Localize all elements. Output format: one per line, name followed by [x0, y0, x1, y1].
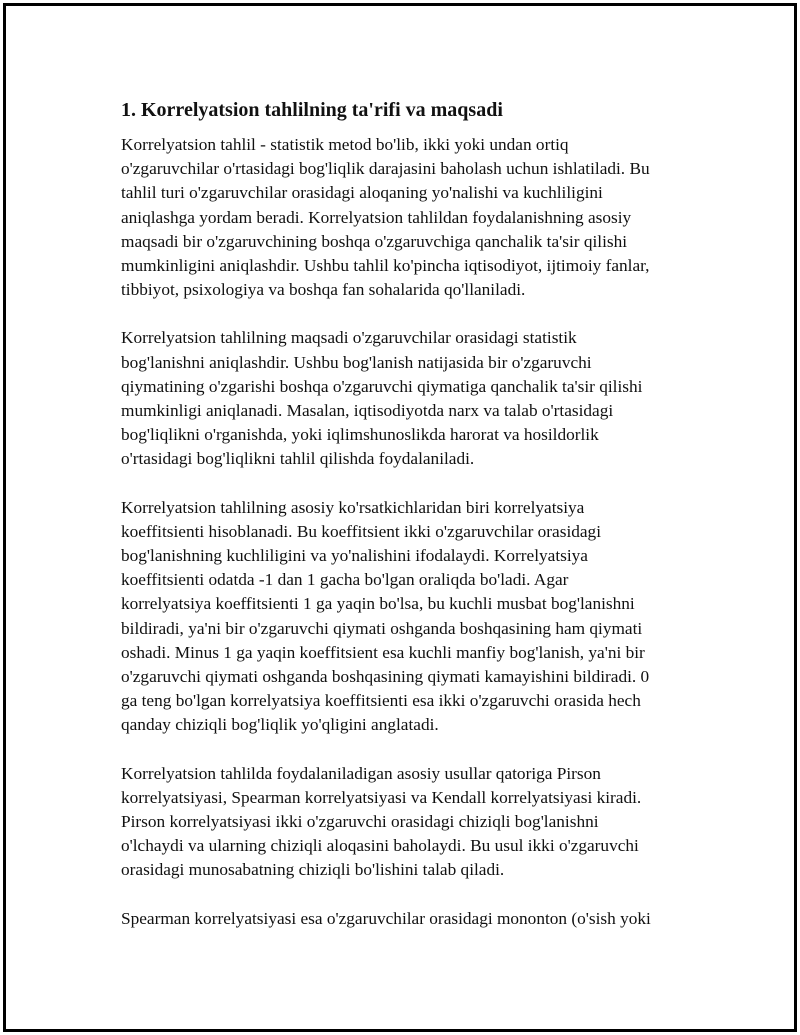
text-line: Korrelyatsion tahlilning maqsadi o'zgaruvchilar orasidagi statistik	[121, 328, 577, 348]
text-line: Spearman korrelyatsiyasi esa o'zgaruvchilar orasidagi mononton (o'sish yoki	[121, 908, 651, 928]
text-line: Korrelyatsion tahlilning asosiy ko'rsatkichlaridan biri korrelyatsiya	[121, 497, 585, 517]
text-line: bog'lanishni aniqlashdir. Ushbu bog'lanish natijasida bir o'zgaruvchi	[121, 352, 592, 372]
text-line: bog'lanishning kuchliligini va yo'nalishini ifodalaydi. Korrelyatsiya	[121, 546, 588, 566]
text-line: koeffitsienti odatda -1 dan 1 gacha bo'lgan oraliqda bo'ladi. Agar	[121, 570, 569, 590]
text-line: Pirson korrelyatsiyasi ikki o'zgaruvchi orasidagi chiziqli bog'lanishni	[121, 812, 599, 832]
text-line: maqsadi bir o'zgaruvchining boshqa o'zgaruvchiga qanchalik ta'sir qilishi	[121, 231, 628, 251]
text-line: o'zgaruvchi qiymati oshganda boshqasining qiymati kamayishini bildiradi. 0	[121, 667, 650, 687]
text-line: oshadi. Minus 1 ga yaqin koeffitsient esa kuchli manfiy bog'lanish, ya'ni bir	[121, 642, 645, 662]
section-heading: 1. Korrelyatsion tahlilning ta'rifi va maqsadi	[121, 99, 503, 121]
text-line: bildiradi, ya'ni bir o'zgaruvchi qiymati oshganda boshqasining ham qiymati	[121, 618, 643, 638]
paragraph-definition	[121, 133, 701, 302]
text-line: aniqlashga yordam beradi. Korrelyatsion tahlildan foydalanishning asosiy	[121, 207, 632, 227]
text-line: orasidagi munosabatning chiziqli bo'lishini talab qiladi.	[121, 860, 505, 880]
text-line: koeffitsienti hisoblanadi. Bu koeffitsient ikki o'zgaruvchilar orasidagi	[121, 521, 602, 541]
text-line: o'zgaruvchilar o'rtasidagi bog'liqlik darajasini baholash uchun ishlatiladi. Bu	[121, 159, 650, 179]
text-line: o'lchaydi va ularning chiziqli aloqasini baholaydi. Bu usul ikki o'zgaruvchi	[121, 836, 639, 856]
document-body	[121, 97, 701, 955]
text-line: qiymatining o'zgarishi boshqa o'zgaruvchi qiymatiga qanchalik ta'sir qilishi	[121, 376, 643, 396]
text-line: o'rtasidagi bog'liqlikni tahlil qilishda foydalaniladi.	[121, 449, 475, 469]
paragraph-purpose	[121, 326, 701, 471]
text-line: korrelyatsiya koeffitsienti 1 ga yaqin bo'lsa, bu kuchli musbat bog'lanishni	[121, 594, 635, 614]
text-line: mumkinligi aniqlanadi. Masalan, iqtisodiyotda narx va talab o'rtasidagi	[121, 401, 614, 421]
text-line: tibbiyot, psixologiya va boshqa fan sohalarida qo'llaniladi.	[121, 280, 526, 300]
text-line: tahlil turi o'zgaruvchilar orasidagi aloqaning yo'nalishi va kuchliligini	[121, 183, 603, 203]
text-line: mumkinligini aniqlashdir. Ushbu tahlil ko'pincha iqtisodiyot, ijtimoiy fanlar,	[121, 256, 650, 276]
paragraph-methods	[121, 762, 701, 883]
text-line: korrelyatsiyasi, Spearman korrelyatsiyasi va Kendall korrelyatsiyasi kiradi.	[121, 787, 642, 807]
text-line: ga teng bo'lgan korrelyatsiya koeffitsienti esa ikki o'zgaruvchi orasida hech	[121, 691, 641, 711]
text-line: Korrelyatsion tahlil - statistik metod bo'lib, ikki yoki undan ortiq	[121, 135, 569, 154]
page-frame	[3, 3, 797, 1032]
paragraph-spearman	[121, 907, 701, 931]
text-line: qanday chiziqli bog'liqlik yo'qligini anglatadi.	[121, 715, 439, 735]
text-line: Korrelyatsion tahlilda foydalaniladigan asosiy usullar qatoriga Pirson	[121, 763, 601, 783]
paragraph-coefficient	[121, 496, 701, 738]
text-line: bog'liqlikni o'rganishda, yoki iqlimshunoslikda harorat va hosildorlik	[121, 425, 599, 445]
